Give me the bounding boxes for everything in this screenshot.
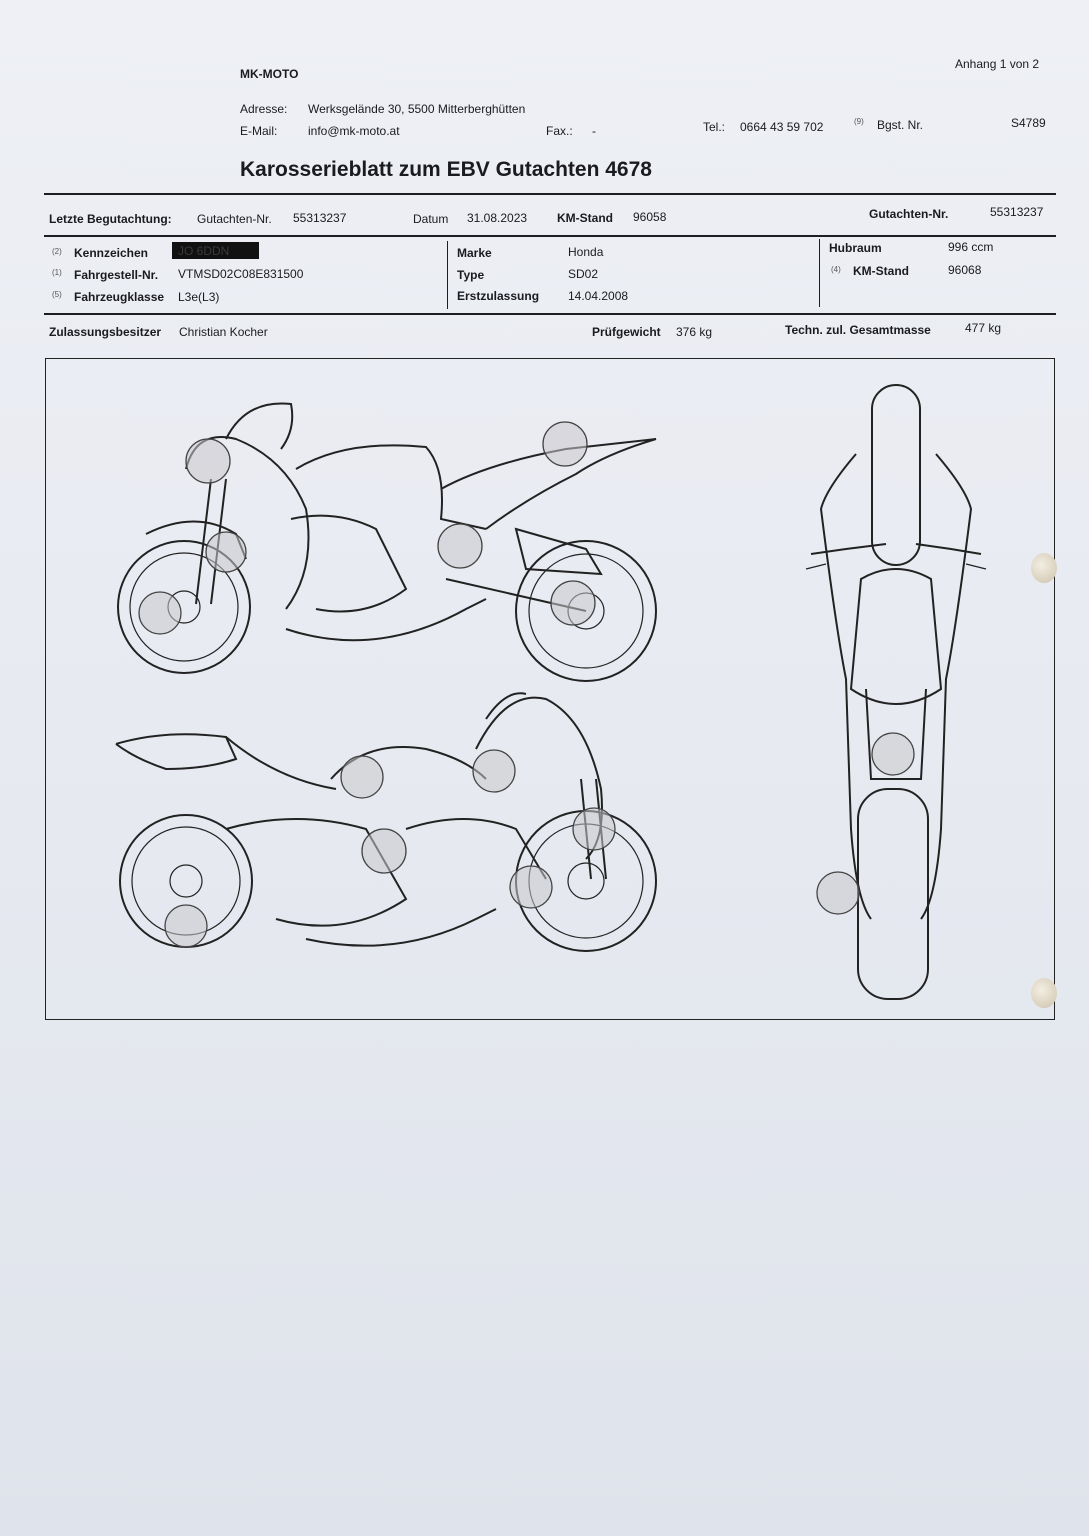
owner-value: Christian Kocher bbox=[179, 325, 268, 339]
motorcycle-right-side-view bbox=[118, 403, 656, 681]
gesamtmasse-value: 477 kg bbox=[965, 321, 1002, 335]
company-name: MK-MOTO bbox=[240, 67, 299, 81]
last-km-value: 96058 bbox=[633, 210, 667, 224]
gesamtmasse-label: Techn. zul. Gesamtmasse bbox=[785, 323, 931, 337]
body-diagram-frame bbox=[45, 358, 1055, 1020]
gutachten2-value: 55313237 bbox=[990, 205, 1044, 219]
email-label: E-Mail: bbox=[240, 124, 278, 138]
address-value: Werksgelände 30, 5500 Mitterberghütten bbox=[308, 102, 526, 116]
datum-value: 31.08.2023 bbox=[467, 211, 528, 225]
km-value: 96068 bbox=[948, 263, 982, 277]
punch-hole-upper bbox=[1031, 553, 1057, 583]
erstzulassung-value: 14.04.2008 bbox=[568, 289, 629, 303]
email-value: info@mk-moto.at bbox=[308, 124, 400, 138]
title-divider bbox=[44, 193, 1056, 195]
column-divider-2 bbox=[819, 239, 820, 307]
bgst-label: Bgst. Nr. bbox=[877, 118, 924, 132]
gutachten-value: 55313237 bbox=[293, 211, 347, 225]
km-ref: (4) bbox=[831, 265, 841, 274]
gutachten-label: Gutachten-Nr. bbox=[197, 212, 272, 226]
fax-value: - bbox=[592, 124, 596, 138]
review-divider bbox=[44, 235, 1056, 237]
pruefgewicht-value: 376 kg bbox=[676, 325, 713, 339]
last-km-label: KM-Stand bbox=[557, 211, 613, 225]
last-review-label: Letzte Begutachtung: bbox=[49, 212, 172, 226]
fahrgestell-ref: (1) bbox=[52, 268, 62, 277]
kennzeichen-label: Kennzeichen bbox=[74, 246, 149, 260]
page-title: Karosserieblatt zum EBV Gutachten 4678 bbox=[240, 158, 652, 181]
klasse-label: Fahrzeugklasse bbox=[74, 290, 165, 304]
tel-value: 0664 43 59 702 bbox=[740, 120, 824, 134]
bgst-ref: (9) bbox=[854, 117, 864, 126]
datum-label: Datum bbox=[413, 212, 449, 226]
punch-hole-lower bbox=[1031, 978, 1057, 1008]
fahrgestell-label: Fahrgestell-Nr. bbox=[74, 268, 159, 282]
address-label: Adresse: bbox=[240, 102, 288, 116]
vehicle-divider bbox=[44, 313, 1056, 315]
klasse-value: L3e(L3) bbox=[178, 290, 220, 304]
kennzeichen-value: JO 6DDN bbox=[178, 244, 230, 258]
marke-value: Honda bbox=[568, 245, 604, 259]
motorcycle-top-view bbox=[806, 385, 986, 999]
gutachten2-label: Gutachten-Nr. bbox=[869, 207, 949, 221]
type-label: Type bbox=[457, 268, 485, 282]
fax-label: Fax.: bbox=[546, 124, 573, 138]
tel-label: Tel.: bbox=[703, 120, 726, 134]
klasse-ref: (5) bbox=[52, 290, 62, 299]
km-label: KM-Stand bbox=[853, 264, 909, 278]
pruefgewicht-label: Prüfgewicht bbox=[592, 325, 661, 339]
motorcycle-left-side-view bbox=[116, 693, 656, 951]
kennzeichen-ref: (2) bbox=[52, 247, 62, 256]
erstzulassung-label: Erstzulassung bbox=[457, 289, 540, 303]
motorcycle-body-diagram bbox=[46, 359, 1054, 1019]
fahrgestell-value: VTMSD02C08E831500 bbox=[178, 267, 304, 281]
marke-label: Marke bbox=[457, 246, 492, 260]
bgst-value: S4789 bbox=[1011, 116, 1046, 130]
owner-label: Zulassungsbesitzer bbox=[49, 325, 162, 339]
type-value: SD02 bbox=[568, 267, 599, 281]
page-indicator: Anhang 1 von 2 bbox=[955, 57, 1040, 71]
column-divider-1 bbox=[447, 241, 448, 309]
hubraum-label: Hubraum bbox=[829, 241, 882, 255]
hubraum-value: 996 ccm bbox=[948, 240, 994, 254]
